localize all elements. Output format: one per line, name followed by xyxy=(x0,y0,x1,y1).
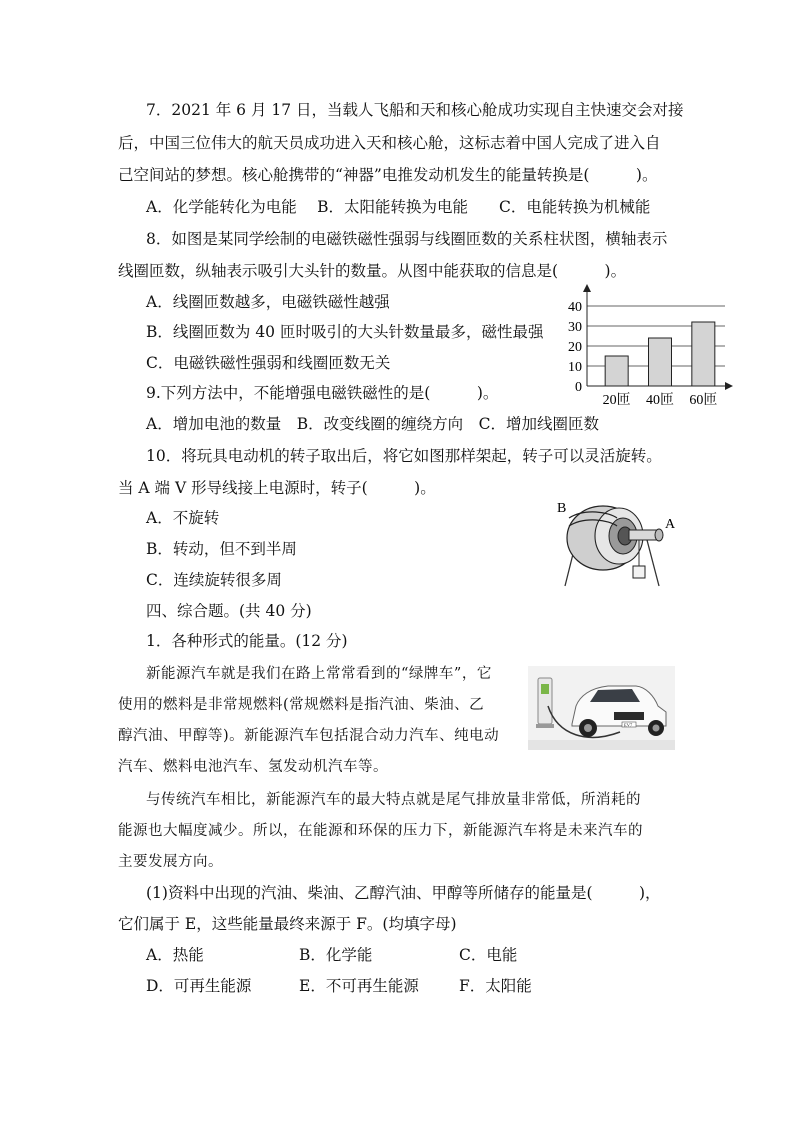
ev-car-photo xyxy=(528,666,675,750)
q7-line1: 7．2021 年 6 月 17 日，当载人飞船和天和核心舱成功实现自主快速交会对接 xyxy=(146,101,684,119)
passage-p1-line4: 汽车、燃料电池汽车、氢发动机汽车等。 xyxy=(118,759,388,775)
y-tick-label: 0 xyxy=(575,380,582,395)
y-tick-label: 20 xyxy=(568,340,582,355)
car-plate: EV7 xyxy=(624,722,633,728)
passage-p2-line2: 能源也大幅度减少。所以，在能源和环保的压力下，新能源汽车将是未来汽车的 xyxy=(118,823,643,839)
q10-line2: 当 A 端 V 形导线接上电源时，转子( )。 xyxy=(118,479,436,497)
q10-line1: 10．将玩具电动机的转子取出后，将它如图那样架起，转子可以灵活旋转。 xyxy=(146,447,662,465)
motor-rotor-figure xyxy=(555,494,685,589)
passage-p2-line1: 与传统汽车相比，新能源汽车的最大特点就是尾气排放量非常低，所消耗的 xyxy=(146,792,641,808)
bar-chart xyxy=(555,292,755,412)
bar xyxy=(649,338,672,386)
x-tick-label: 60匝 xyxy=(689,393,718,408)
q7-options: A．化学能转化为电能 B．太阳能转换为电能 C．电能转换为机械能 xyxy=(146,198,651,216)
q1-1-option-c: C．电能 xyxy=(459,946,518,964)
label-b: B xyxy=(557,501,567,516)
y-tick-label: 30 xyxy=(568,320,582,335)
x-axis-arrow xyxy=(725,382,733,390)
q8-option-c: C．电磁铁磁性强弱和线圈匝数无关 xyxy=(146,354,391,372)
label-a: A xyxy=(665,517,676,532)
q1-1-option-e: E．不可再生能源 xyxy=(299,977,419,995)
q1-1-option-d: D．可再生能源 xyxy=(146,977,252,995)
passage-p2-line3: 主要发展方向。 xyxy=(118,854,223,870)
q10-option-a: A．不旋转 xyxy=(146,509,220,527)
q7-line2: 后，中国三位伟大的航天员成功进入天和核心舱，这标志着中国人完成了进入自 xyxy=(118,134,661,152)
x-tick-label: 40匝 xyxy=(646,393,674,408)
q1-1-option-f: F．太阳能 xyxy=(459,977,532,995)
y-tick-label: 40 xyxy=(568,300,582,315)
q8-option-b: B．线圈匝数为 40 匝时吸引的大头针数量最多，磁性最强 xyxy=(146,323,544,341)
q9-options: A．增加电池的数量 B．改变线圈的缠绕方向 C．增加线圈匝数 xyxy=(146,415,599,433)
q8-line2: 线圈匝数，纵轴表示吸引大头针的数量。从图中能获取的信息是( )。 xyxy=(118,262,627,280)
x-tick-label: 20匝 xyxy=(602,393,631,408)
q1-1-line1: (1)资料中出现的汽油、柴油、乙醇汽油、甲醇等所储存的能量是( )， xyxy=(146,884,661,902)
y-axis-arrow xyxy=(583,284,591,292)
q9-line1: 9.下列方法中，不能增强电磁铁磁性的是( )。 xyxy=(146,384,499,402)
q1-1-option-a: A．热能 xyxy=(146,946,204,964)
section-4-title: 四、综合题。(共 40 分) xyxy=(146,602,312,620)
q7-line3: 己空间站的梦想。核心舱携带的“神器”电推发动机发生的能量转换是( )。 xyxy=(118,166,658,184)
q1-1-line2: 它们属于 E，这些能量最终来源于 F。(均填字母) xyxy=(118,915,457,933)
q8-option-a: A．线圈匝数越多，电磁铁磁性越强 xyxy=(146,293,390,311)
passage-p1-line3: 醇汽油、甲醇等)。新能源汽车包括混合动力汽车、纯电动 xyxy=(118,728,500,744)
passage-p1-line2: 使用的燃料是非常规燃料(常规燃料是指汽油、柴油、乙 xyxy=(118,697,485,713)
bar xyxy=(692,322,715,386)
q8-line1: 8．如图是某同学绘制的电磁铁磁性强弱与线圈匝数的关系柱状图，横轴表示 xyxy=(146,230,668,248)
q10-option-c: C．连续旋转很多周 xyxy=(146,571,282,589)
q1-title: 1．各种形式的能量。(12 分) xyxy=(146,632,348,650)
q1-1-option-b: B．化学能 xyxy=(299,946,373,964)
bar xyxy=(605,356,628,386)
passage-p1-line1: 新能源汽车就是我们在路上常常看到的“绿牌车”，它 xyxy=(146,666,492,682)
y-tick-label: 10 xyxy=(568,360,582,375)
q10-option-b: B．转动，但不到半周 xyxy=(146,540,297,558)
